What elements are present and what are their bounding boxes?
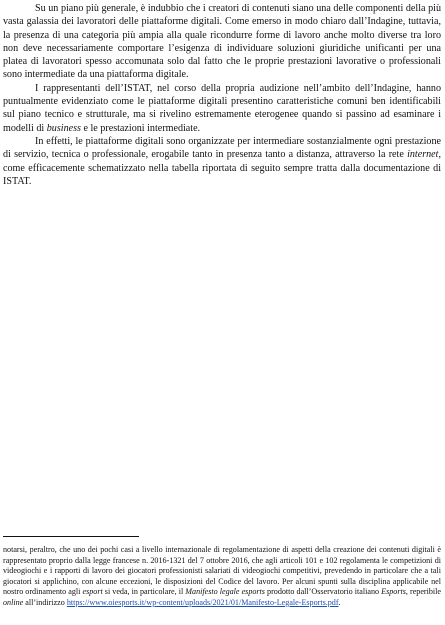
main-text: [3, 2, 441, 188]
footnote-emphasis-manifesto: Manifesto legale esports: [185, 587, 265, 597]
manifesto-link[interactable]: https://www.oiesports.it/wp-content/uploads/2021/01/Manifesto-Legale-Esports.pdf: [66, 597, 339, 607]
paragraph-3-text-b: , come efficacemente schematizzato nella tabella riportata di seguito sempre tratta dalla documentazione di ISTAT.: [3, 149, 441, 187]
footnote-emphasis-esports: Esports: [381, 587, 406, 597]
footnote-paragraph: [3, 545, 441, 609]
footnote-text-a: notarsi, peraltro, che uno dei pochi casi a livello internazionale di regolamentazione di aspetti della creazione dei contenuti digitali è rappresentato proprio dalla legge francese n. 2016-1321 del 7 ottobre 2016, che agli articoli 101 e 102 regolamenta le competizioni di videogiochi e i rapporti di lavoro dei giocatori professionisti salariati di videogiochi competitivi, prevedendo in particolare che a tali giocatori si applichino, con alcune eccezioni, le disposizioni del Codice del lavoro. Per alcuni spunti sulla disciplina applicabile nel nostro ordinamento agli: [3, 545, 441, 597]
emphasis-business: business: [46, 122, 81, 134]
paragraph-2-text-a: I rappresentanti dell’ISTAT, nel corso della propria audizione nell’ambito dell’Indagine, hanno puntualmente evidenziato come le piattaforme digitali presentino caratteristiche comuni ben identificabili sul piano tecnico e strutturale, ma si rivelino estremamente eterogenee quando si passino ad esaminare i modelli di: [3, 82, 441, 134]
paragraph-1: [3, 2, 441, 82]
footnote: [3, 545, 441, 609]
footnote-text-c: prodotto dall’Osservatorio italiano: [264, 587, 382, 597]
footnote-emphasis-esport: esport: [82, 587, 103, 597]
footnote-text-e: all’indirizzo: [23, 597, 67, 607]
paragraph-2: [3, 82, 441, 135]
paragraph-3: [3, 135, 441, 188]
footnote-text-d: , reperibile: [405, 587, 442, 597]
emphasis-internet: internet: [407, 149, 439, 161]
paragraph-1-text: Su un piano più generale, è indubbio che i creatori di contenuti siano una delle componenti della più vasta galassia dei lavoratori delle piattaforme digitali. Come emerso in modo chiaro dall’Indagine, tuttavia, la presenza di una categoria più ampia alla quale ricondurre forme di lavoro anche molto diverse tra loro non deve necessariamente comportare l’esigenza di individuare soluzioni giuridiche unificanti per una platea di lavoratori spesso accomunata solo dal fatto che le proprie prestazioni lavorative o professionali sono intermediate da una piattaforma digitale.: [3, 3, 441, 81]
footnote-emphasis-online: online: [3, 597, 24, 607]
paragraph-3-text-a: In effetti, le piattaforme digitali sono organizzate per intermediare sostanzialmente ogni prestazione di servizio, tecnica o professionale, erogabile tanto in presenza tanto a distanza, attraverso la rete: [3, 135, 441, 161]
footnote-text-f: .: [338, 597, 341, 607]
footnote-text-b: si veda, in particolare, il: [102, 587, 186, 597]
footnote-separator: [3, 536, 139, 537]
paragraph-2-text-b: e le prestazioni intermediate.: [80, 122, 201, 134]
